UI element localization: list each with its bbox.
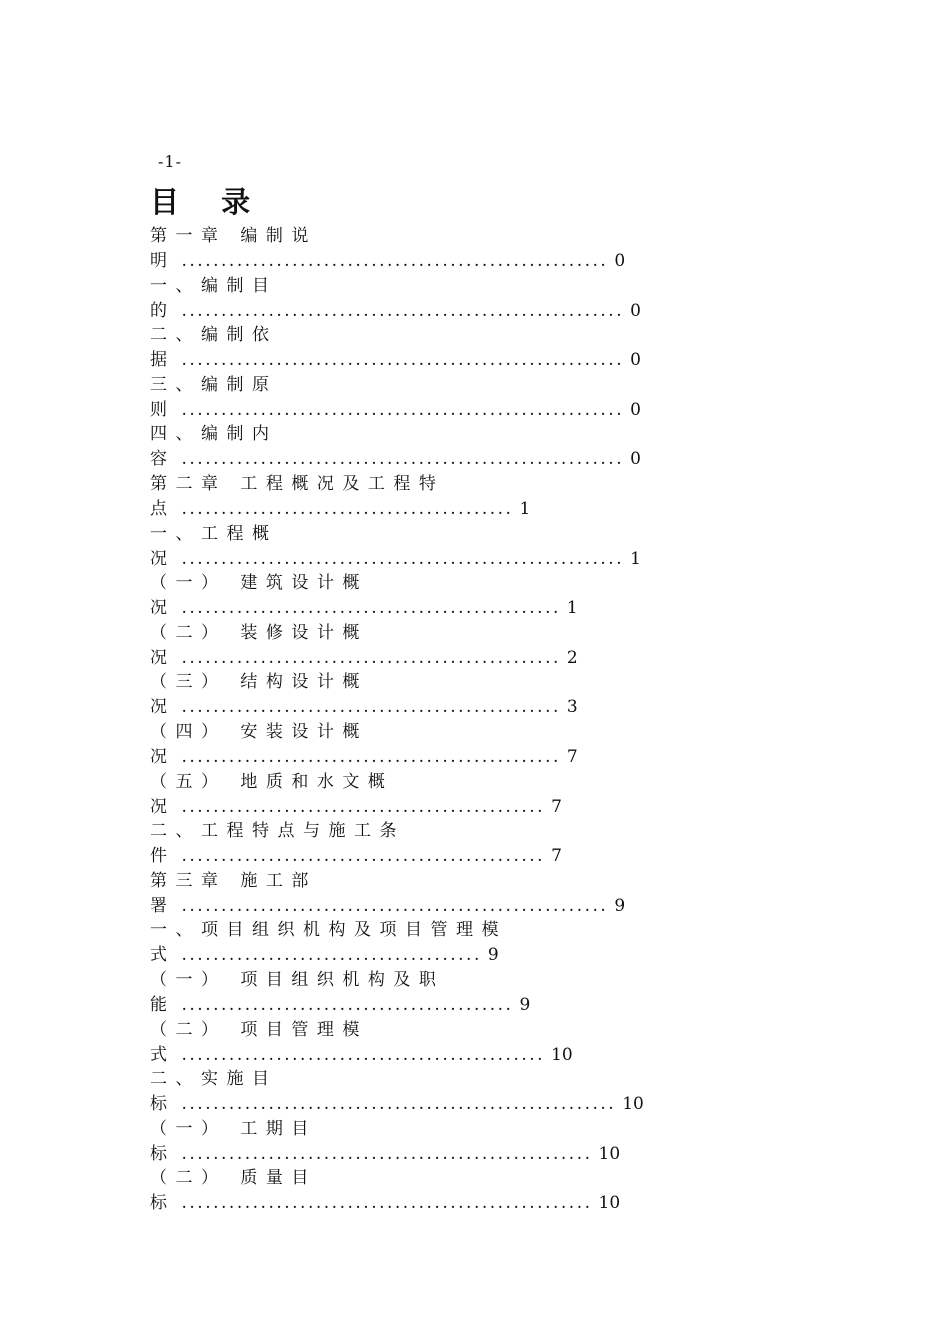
toc-entry[interactable] [150,621,800,671]
toc-entry-leader-line [150,497,800,522]
toc-page-number: 0 [630,350,641,371]
toc-entry-heading: 一、编制目 [150,275,278,296]
toc-entry-last-char: 况 [150,548,176,569]
toc-entry-leader-line [150,1092,800,1117]
toc-entry-heading: 第一章 编制说 [150,226,317,246]
toc-dot-leader: ....................................................... [181,1094,617,1115]
toc-entry-last-char: 能 [150,994,176,1015]
toc-entry[interactable] [150,1018,800,1068]
toc-entry-leader-line [150,943,800,968]
toc-entry-last-char: 况 [150,746,176,767]
toc-entry[interactable] [150,1067,800,1117]
toc-entry[interactable] [150,373,800,423]
toc-entry[interactable] [150,1117,800,1167]
toc-entry-heading: 二、工程特点与施工条 [150,821,405,842]
toc-title: 目 录 [150,185,267,219]
table-of-contents [150,224,800,1216]
toc-dot-leader: .............................................. [181,846,546,867]
toc-entry-last-char: 件 [150,846,176,867]
toc-entry-leader-line [150,1043,800,1068]
toc-page-number: 10 [551,1044,573,1065]
toc-page-number: 3 [566,697,578,718]
toc-page-number: 0 [614,251,626,271]
toc-entry-leader-line [150,795,800,820]
toc-entry[interactable] [150,720,800,770]
toc-entry-heading: 第三章 施工部 [150,870,317,891]
toc-entry-leader-line [150,249,800,274]
toc-dot-leader: .................................................... [181,1143,593,1164]
toc-entry-heading: （四） 安装设计概 [150,721,368,742]
toc-page-number: 9 [519,994,531,1015]
toc-entry[interactable] [150,571,800,621]
page-number: -1- [158,152,182,171]
toc-entry-last-char: 标 [150,1143,176,1164]
toc-entry-leader-line [150,993,800,1018]
toc-entry[interactable] [150,918,800,968]
toc-page-number: 10 [598,1143,621,1164]
toc-entry-last-char: 式 [150,1044,176,1065]
toc-entry-last-char: 况 [150,598,176,619]
toc-entry-heading: （二） 装修设计概 [150,622,368,643]
toc-dot-leader: ................................................ [181,746,561,767]
toc-page-number: 1 [630,548,641,569]
toc-entry-leader-line [150,299,800,324]
toc-entry-heading: （五） 地质和水文概 [150,771,394,792]
toc-entry-heading: 三、编制原 [150,374,278,395]
toc-entry[interactable] [150,323,800,373]
toc-entry[interactable] [150,819,800,869]
toc-page-number: 9 [487,945,499,966]
toc-entry-last-char: 标 [150,1193,176,1214]
toc-dot-leader: ........................................................ [181,300,625,321]
toc-entry-heading: （一） 建筑设计概 [150,573,368,594]
toc-entry-heading: 一、项目组织机构及项目管理模 [150,920,507,941]
toc-entry-heading: （二） 质量目 [150,1168,317,1189]
toc-entry-heading: 第二章 工程概况及工程特 [150,473,445,494]
toc-entry[interactable] [150,1166,800,1216]
toc-page-number: 7 [566,746,578,767]
toc-entry-last-char: 况 [150,796,176,817]
toc-page-number: 10 [622,1094,644,1115]
toc-entry-heading: （一） 项目组织机构及职 [150,969,445,990]
toc-entry-leader-line [150,447,800,472]
toc-entry-heading: （三） 结构设计概 [150,672,368,693]
toc-dot-leader: ...................................................... [181,251,609,271]
toc-entry-leader-line [150,695,800,720]
toc-dot-leader: ........................................................ [181,399,625,420]
toc-entry-heading: 二、编制依 [150,325,278,346]
toc-dot-leader: .......................................... [181,994,514,1015]
toc-entry-last-char: 的 [150,300,176,321]
toc-dot-leader: .............................................. [181,796,546,817]
toc-entry-heading: 二、实施目 [150,1069,278,1090]
toc-entry-last-char: 明 [150,251,176,271]
toc-dot-leader: ...................................... [181,945,482,966]
toc-entry-last-char: 点 [150,498,176,519]
toc-entry-heading: （一） 工期目 [150,1118,317,1139]
toc-entry[interactable] [150,869,800,919]
toc-entry[interactable] [150,522,800,572]
toc-entry-leader-line [150,596,800,621]
toc-entry-leader-line [150,398,800,423]
toc-page-number: 10 [598,1193,621,1214]
toc-entry-leader-line [150,547,800,572]
toc-dot-leader: .............................................. [181,1044,546,1065]
toc-entry-leader-line [150,844,800,869]
toc-page-number: 0 [630,300,641,321]
toc-entry-last-char: 况 [150,647,176,668]
toc-entry-leader-line [150,1191,800,1216]
toc-entry-leader-line [150,894,800,919]
toc-dot-leader: .......................................... [181,498,514,519]
toc-dot-leader: ................................................ [181,598,561,619]
toc-dot-leader: ........................................................ [181,350,625,371]
toc-page-number: 7 [551,796,562,817]
toc-entry[interactable] [150,968,800,1018]
toc-dot-leader: ................................................ [181,647,561,668]
toc-entry[interactable] [150,670,800,720]
toc-entry[interactable] [150,224,800,274]
toc-page-number: 7 [551,846,562,867]
toc-page-number: 9 [614,895,626,916]
toc-entry-leader-line [150,745,800,770]
toc-page-number: 1 [519,498,531,519]
toc-entry[interactable] [150,770,800,820]
toc-entry-leader-line [150,348,800,373]
toc-page-number: 0 [630,399,641,420]
toc-page-number: 1 [566,598,578,619]
toc-dot-leader: .................................................... [181,1193,593,1214]
toc-entry-heading: （二） 项目管理模 [150,1019,368,1040]
toc-entry-last-char: 容 [150,449,176,470]
toc-entry-leader-line [150,646,800,671]
toc-dot-leader: ........................................................ [181,449,625,470]
toc-entry-last-char: 署 [150,895,176,916]
toc-entry[interactable] [150,274,800,324]
toc-entry-last-char: 式 [150,945,176,966]
toc-entry-last-char: 据 [150,350,176,371]
toc-dot-leader: ...................................................... [181,895,609,916]
toc-page-number: 0 [630,449,641,470]
toc-entry-last-char: 标 [150,1094,176,1115]
toc-dot-leader: ........................................................ [181,548,625,569]
toc-entry[interactable] [150,472,800,522]
toc-entry[interactable] [150,422,800,472]
toc-entry-leader-line [150,1142,800,1167]
toc-entry-last-char: 况 [150,697,176,718]
toc-dot-leader: ................................................ [181,697,561,718]
toc-page-number: 2 [566,647,578,668]
toc-entry-last-char: 则 [150,399,176,420]
toc-entry-heading: 一、工程概 [150,523,278,544]
toc-entry-heading: 四、编制内 [150,424,278,445]
